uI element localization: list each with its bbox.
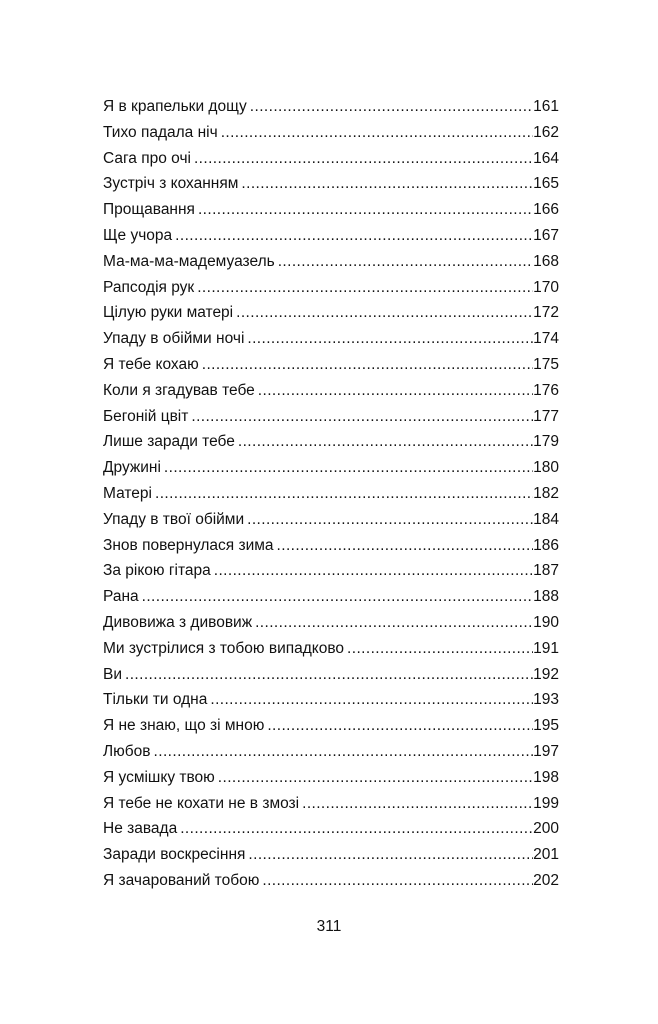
toc-entry — [103, 687, 559, 713]
dot-leader — [277, 533, 534, 559]
toc-entry-page: 184 — [533, 510, 559, 528]
toc-entry — [103, 610, 559, 636]
toc-entry-title: Зустріч з коханням — [103, 175, 239, 193]
toc-entry-page: 192 — [533, 665, 559, 683]
toc-entry — [103, 326, 559, 352]
toc-entry — [103, 455, 559, 481]
dot-leader — [142, 584, 534, 610]
toc-entry-title: Упаду в твої обійми — [103, 510, 245, 528]
toc-entry-page: 162 — [533, 123, 559, 141]
toc-entry — [103, 249, 559, 275]
toc-entry — [103, 558, 559, 584]
toc-entry — [103, 197, 559, 223]
dot-leader — [218, 765, 533, 791]
toc-entry-title: Тільки ти одна — [103, 691, 208, 709]
toc-entry — [103, 739, 559, 765]
dot-leader — [238, 429, 533, 455]
page-number: 311 — [316, 918, 342, 935]
dot-leader — [154, 739, 534, 765]
toc-entry-title: Рана — [103, 588, 139, 606]
dot-leader — [214, 558, 533, 584]
toc-entry-title: Ми зустрілися з тобою випадково — [103, 639, 345, 657]
dot-leader — [210, 687, 533, 713]
toc-entry — [103, 507, 559, 533]
toc-entry-page: 193 — [533, 691, 559, 709]
dot-leader — [302, 791, 533, 817]
toc-entry-title: Матері — [103, 484, 152, 502]
toc-entry-title: Дружині — [103, 459, 161, 477]
toc-entry-page: 165 — [533, 175, 559, 193]
toc-entry-page: 202 — [533, 871, 559, 889]
toc-entry-title: Не завада — [103, 820, 178, 838]
toc-entry-page: 200 — [533, 820, 559, 838]
toc-entry — [103, 223, 559, 249]
dot-leader — [191, 404, 533, 430]
dot-leader — [248, 842, 533, 868]
dot-leader — [175, 223, 533, 249]
toc-entry — [103, 378, 559, 404]
toc-entry-page: 174 — [533, 330, 559, 348]
toc-entry-page: 176 — [533, 381, 559, 399]
toc-entry-title: Тихо падала ніч — [103, 123, 218, 141]
dot-leader — [125, 662, 533, 688]
toc-entry — [103, 94, 559, 120]
toc-entry — [103, 816, 559, 842]
toc-entry-title: Я не знаю, що зі мною — [103, 717, 265, 735]
dot-leader — [250, 94, 533, 120]
toc-entry-title: Упаду в обійми ночі — [103, 330, 245, 348]
toc-entry-title: Ви — [103, 665, 122, 683]
dot-leader — [197, 275, 533, 301]
dot-leader — [236, 300, 533, 326]
dot-leader — [247, 507, 533, 533]
toc-entry-page: 177 — [533, 407, 559, 425]
toc-entry — [103, 429, 559, 455]
toc-entry — [103, 481, 559, 507]
toc-entry-page: 175 — [533, 355, 559, 373]
dot-leader — [347, 636, 533, 662]
toc-entry-page: 172 — [533, 304, 559, 322]
toc-entry-page: 179 — [533, 433, 559, 451]
toc-entry — [103, 533, 559, 559]
toc-entry-page: 188 — [533, 588, 559, 606]
dot-leader — [255, 610, 533, 636]
toc-entry-title: Цілую руки матері — [103, 304, 234, 322]
toc-entry-page: 161 — [533, 98, 559, 115]
toc-entry-page: 186 — [533, 536, 559, 554]
toc-entry-title: Я зачарований тобою — [103, 871, 260, 889]
toc-entry-title: Ще учора — [103, 226, 173, 244]
dot-leader — [241, 171, 533, 197]
toc-entry-page: 198 — [533, 768, 559, 786]
dot-leader — [267, 713, 533, 739]
toc-entry-page: 187 — [533, 562, 559, 580]
toc-entry — [103, 300, 559, 326]
dot-leader — [198, 197, 533, 223]
toc-entry-title: Я усмішку твою — [103, 768, 215, 786]
toc-entry — [103, 352, 559, 378]
toc-entry-title: Любов — [103, 742, 151, 760]
toc-entry — [103, 120, 559, 146]
toc-entry-page: 190 — [533, 613, 559, 631]
toc-entry-page: 182 — [533, 484, 559, 502]
toc-entry — [103, 662, 559, 688]
dot-leader — [155, 481, 533, 507]
toc-entry — [103, 404, 559, 430]
toc-entry-page: 199 — [533, 794, 559, 812]
dot-leader — [258, 378, 533, 404]
toc-entry-title: Прощавання — [103, 201, 195, 219]
toc-entry-title: Сага про очі — [103, 149, 191, 167]
toc-entry — [103, 791, 559, 817]
dot-leader — [180, 816, 533, 842]
toc-entry-title: Заради воскресіння — [103, 846, 246, 864]
toc-entry-title: Лише заради тебе — [103, 433, 235, 451]
toc-entry — [103, 842, 559, 868]
toc-entry-page: 167 — [533, 226, 559, 244]
toc-entry-title: За рікою гітара — [103, 562, 211, 580]
toc-entry — [103, 275, 559, 301]
toc-entry-page: 191 — [533, 639, 559, 657]
dot-leader — [202, 352, 533, 378]
toc-entry-page: 180 — [533, 459, 559, 477]
dot-leader — [221, 120, 533, 146]
toc-entry-title: Знов повернулася зима — [103, 536, 274, 554]
dot-leader — [262, 868, 533, 894]
toc-entry — [103, 171, 559, 197]
toc-entry-page: 197 — [533, 742, 559, 760]
toc-entry — [103, 584, 559, 610]
toc-entry-title: Я тебе кохаю — [103, 355, 199, 373]
toc-entry-title: Ма-ма-ма-мадемуазель — [103, 252, 275, 270]
toc-entry-title: Я тебе не кохати не в змозі — [103, 794, 300, 812]
toc-entry-page: 168 — [533, 252, 559, 270]
dot-leader — [194, 146, 533, 172]
toc-entry-title: Рапсодія рук — [103, 278, 195, 296]
dot-leader — [164, 455, 533, 481]
toc-entry — [103, 713, 559, 739]
toc-entry-title: Бегоній цвіт — [103, 407, 189, 425]
toc-entry-page: 164 — [533, 149, 559, 167]
toc-entry — [103, 146, 559, 172]
table-of-contents — [103, 94, 559, 894]
toc-entry — [103, 636, 559, 662]
toc-entry — [103, 765, 559, 791]
toc-entry-page: 195 — [533, 717, 559, 735]
toc-entry-page: 170 — [533, 278, 559, 296]
dot-leader — [278, 249, 533, 275]
toc-entry-title: Я в крапельки дощу — [103, 98, 247, 115]
toc-entry-page: 201 — [533, 846, 559, 864]
toc-entry — [103, 868, 559, 894]
dot-leader — [247, 326, 533, 352]
toc-entry-title: Дивовижа з дивовиж — [103, 613, 253, 631]
toc-entry-page: 166 — [533, 201, 559, 219]
toc-entry-title: Коли я згадував тебе — [103, 381, 255, 399]
